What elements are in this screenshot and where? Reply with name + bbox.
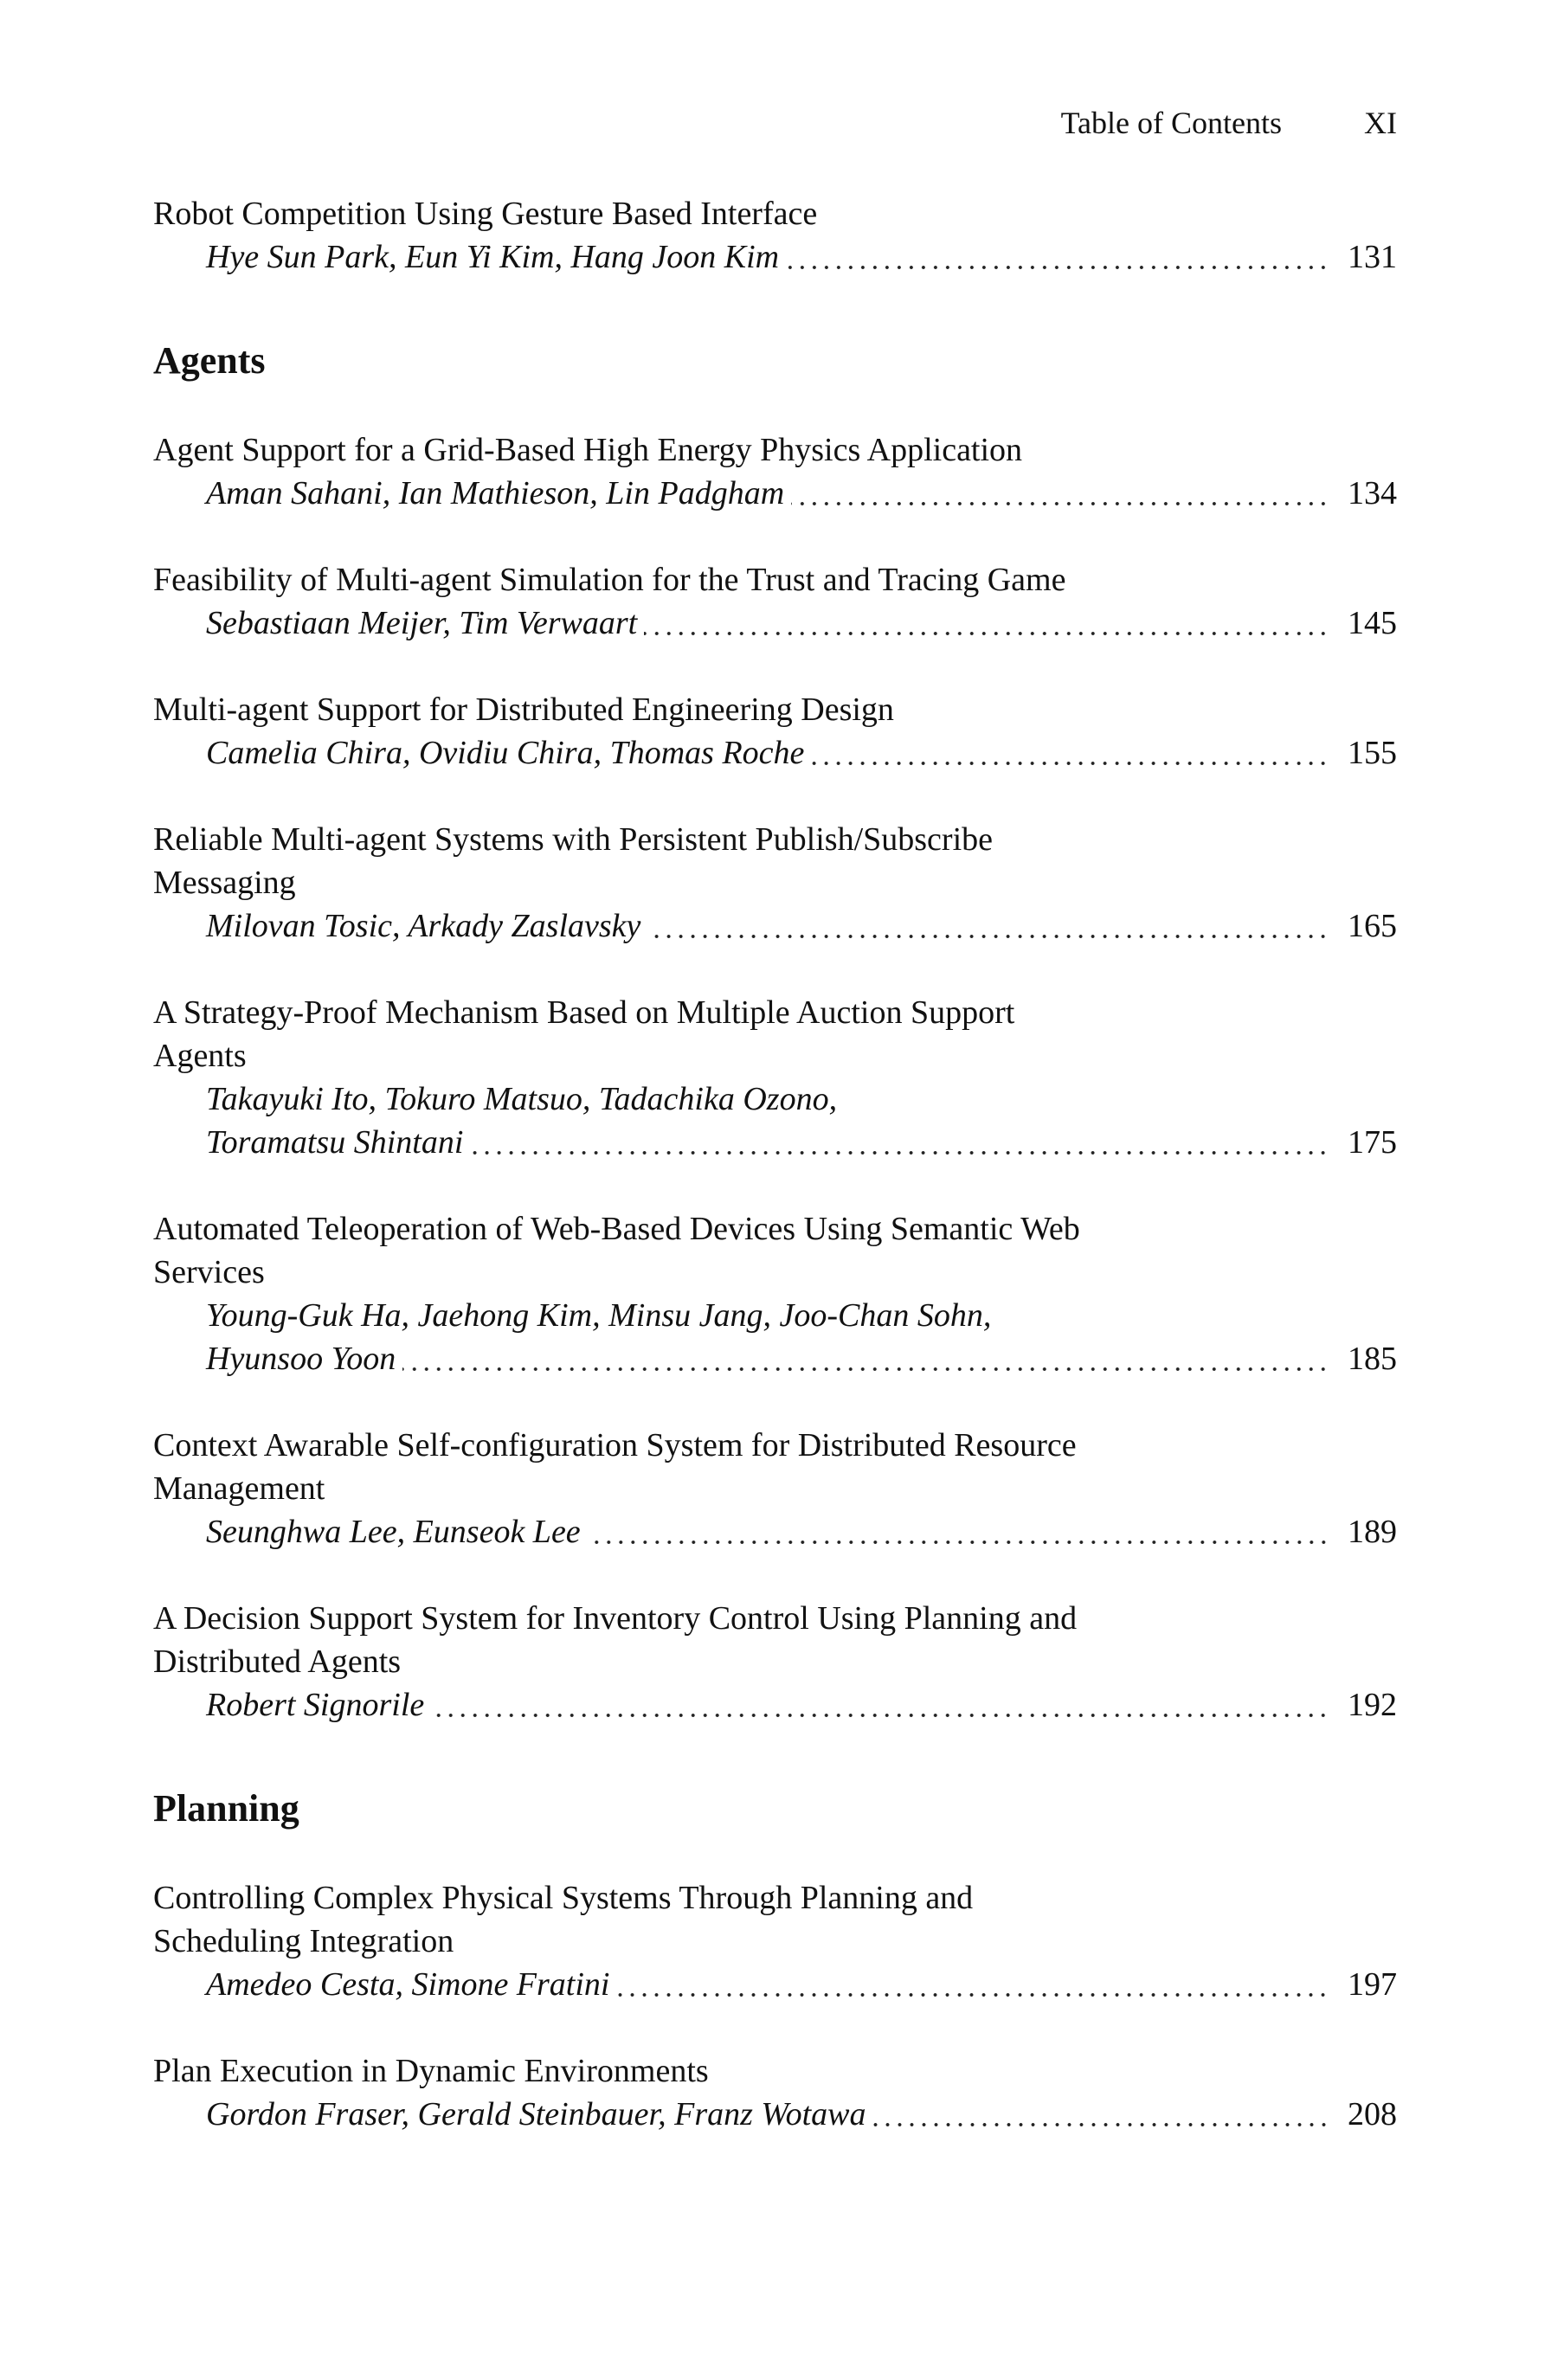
dot-leader bbox=[647, 904, 1329, 948]
entry-authors-line bbox=[153, 731, 1397, 775]
dot-leader bbox=[786, 235, 1329, 279]
page-number: 185 bbox=[1348, 1341, 1397, 1377]
entry-authors-line bbox=[153, 601, 1397, 645]
entry-authors-line bbox=[153, 1294, 1397, 1337]
toc-entry bbox=[153, 1597, 1397, 1727]
entry-title-line: Feasibility of Multi-agent Simulation for the Trust and Tracing Game bbox=[153, 562, 1066, 598]
dot-leader bbox=[791, 472, 1329, 515]
table-of-contents bbox=[153, 192, 1397, 2179]
authors-text: Toramatsu Shintani bbox=[206, 1124, 464, 1161]
dot-leader bbox=[873, 2093, 1330, 2136]
entry-title-line: Reliable Multi-agent Systems with Persistent Publish/Subscribe bbox=[153, 821, 994, 858]
entry-title-line: Agent Support for a Grid-Based High Energy Physics Application bbox=[153, 432, 1023, 468]
entry-authors-line bbox=[153, 472, 1397, 515]
entry-title-line: Messaging bbox=[153, 865, 296, 901]
entry-title-line: Multi-agent Support for Distributed Engineering Design bbox=[153, 691, 894, 728]
toc-entry bbox=[153, 1424, 1397, 1553]
authors-text: Aman Sahani, Ian Mathieson, Lin Padgham bbox=[206, 475, 785, 511]
entry-title-line: Automated Teleoperation of Web-Based Devices Using Semantic Web bbox=[153, 1211, 1080, 1247]
entry-title-line: Context Awarable Self-configuration System for Distributed Resource bbox=[153, 1427, 1077, 1463]
entry-authors-line bbox=[153, 1077, 1397, 1121]
toc-entry bbox=[153, 558, 1397, 645]
page-number: 134 bbox=[1348, 475, 1397, 511]
page-number: 131 bbox=[1348, 239, 1397, 275]
entry-title-line: Management bbox=[153, 1470, 325, 1507]
dot-leader bbox=[588, 1510, 1329, 1553]
authors-text: Takayuki Ito, Tokuro Matsuo, Tadachika Ozono, bbox=[206, 1081, 838, 1117]
authors-text: Robert Signorile bbox=[206, 1687, 425, 1723]
entry-title-line: Distributed Agents bbox=[153, 1643, 402, 1680]
page-number: 197 bbox=[1348, 1966, 1397, 2003]
authors-text: Sebastiaan Meijer, Tim Verwaart bbox=[206, 605, 638, 641]
page-number: 208 bbox=[1348, 2096, 1397, 2132]
dot-leader bbox=[616, 1963, 1329, 2006]
entry-authors-line bbox=[153, 2093, 1397, 2136]
toc-entry bbox=[153, 192, 1397, 279]
toc-entry bbox=[153, 991, 1397, 1164]
page-number: 145 bbox=[1348, 605, 1397, 641]
entry-authors-line bbox=[153, 1683, 1397, 1727]
dot-leader bbox=[644, 601, 1329, 645]
authors-text: Seunghwa Lee, Eunseok Lee bbox=[206, 1514, 581, 1550]
section-heading: Agents bbox=[153, 339, 266, 382]
authors-text: Hyunsoo Yoon bbox=[206, 1341, 396, 1377]
dot-leader bbox=[811, 731, 1329, 775]
entry-title-line: A Strategy-Proof Mechanism Based on Multiple Auction Support bbox=[153, 994, 1015, 1031]
toc-entry bbox=[153, 688, 1397, 775]
dot-leader bbox=[431, 1683, 1329, 1727]
running-head-title: Table of Contents bbox=[1060, 106, 1282, 140]
toc-entry bbox=[153, 818, 1397, 948]
authors-text: Gordon Fraser, Gerald Steinbauer, Franz Wotawa bbox=[206, 2096, 866, 2132]
entry-authors-line bbox=[153, 1121, 1397, 1164]
entry-authors-line bbox=[153, 904, 1397, 948]
section-heading: Planning bbox=[153, 1787, 299, 1830]
toc-entry bbox=[153, 1876, 1397, 2006]
entry-authors-line bbox=[153, 235, 1397, 279]
page-number: 189 bbox=[1348, 1514, 1397, 1550]
entry-title-line: Controlling Complex Physical Systems Through Planning and bbox=[153, 1880, 974, 1916]
dot-leader bbox=[402, 1337, 1329, 1380]
page-number: 155 bbox=[1348, 735, 1397, 771]
page-number: 165 bbox=[1348, 908, 1397, 944]
entry-authors-line bbox=[153, 1963, 1397, 2006]
entry-title-line: A Decision Support System for Inventory Control Using Planning and bbox=[153, 1600, 1078, 1637]
authors-text: Hye Sun Park, Eun Yi Kim, Hang Joon Kim bbox=[206, 239, 780, 275]
authors-text: Amedeo Cesta, Simone Fratini bbox=[206, 1966, 610, 2003]
page-number: 192 bbox=[1348, 1687, 1397, 1723]
authors-text: Milovan Tosic, Arkady Zaslavsky bbox=[206, 908, 641, 944]
toc-entry bbox=[153, 428, 1397, 515]
entry-title-line: Plan Execution in Dynamic Environments bbox=[153, 2053, 709, 2089]
page-number: 175 bbox=[1348, 1124, 1397, 1161]
authors-text: Camelia Chira, Ovidiu Chira, Thomas Roche bbox=[206, 735, 805, 771]
running-head-page-number: XI bbox=[1364, 106, 1397, 140]
toc-entry bbox=[153, 1207, 1397, 1380]
toc-entry bbox=[153, 2049, 1397, 2136]
entry-authors-line bbox=[153, 1510, 1397, 1553]
entry-authors-line bbox=[153, 1337, 1397, 1380]
entry-title-line: Robot Competition Using Gesture Based Interface bbox=[153, 196, 818, 232]
entry-title-line: Agents bbox=[153, 1038, 247, 1074]
running-head bbox=[1061, 101, 1397, 145]
entry-title-line: Services bbox=[153, 1254, 265, 1290]
authors-text: Young-Guk Ha, Jaehong Kim, Minsu Jang, Joo-Chan Sohn, bbox=[206, 1297, 992, 1334]
dot-leader bbox=[470, 1121, 1329, 1164]
entry-title-line: Scheduling Integration bbox=[153, 1923, 454, 1959]
